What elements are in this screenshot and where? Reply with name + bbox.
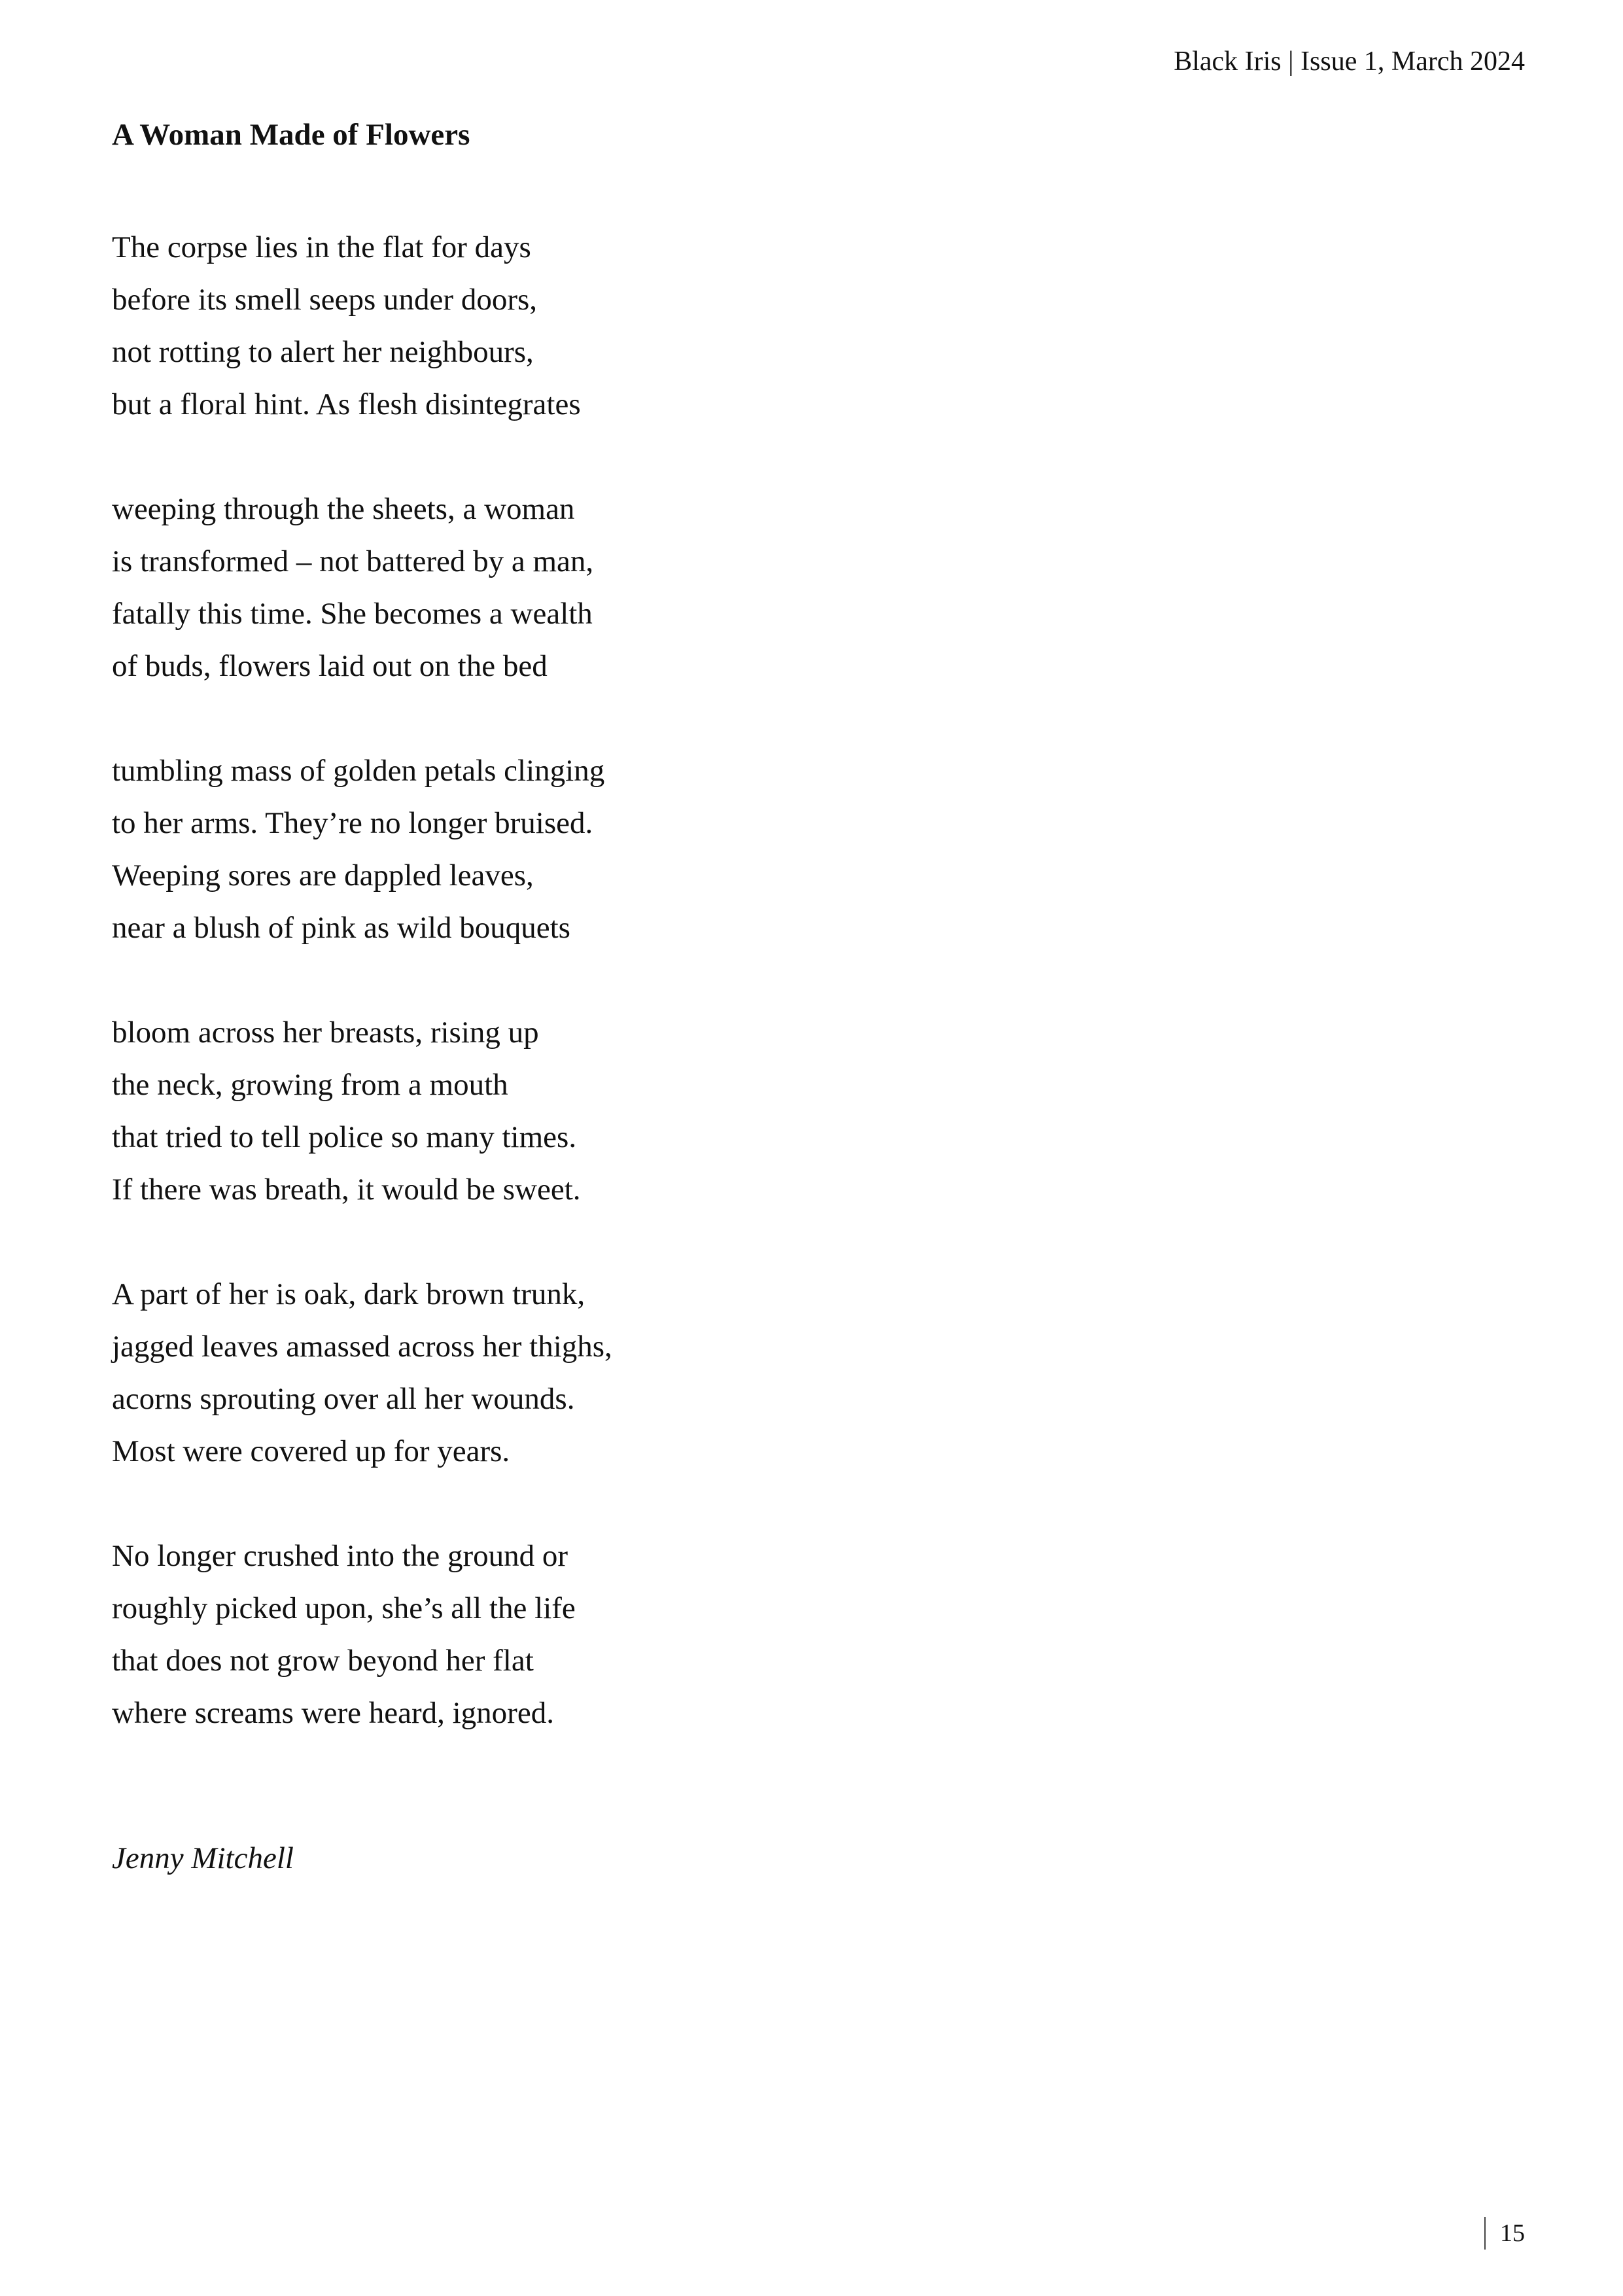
stanza-6	[112, 1530, 1028, 1739]
page-footer	[1484, 2217, 1525, 2250]
stanza-4	[112, 1006, 1028, 1216]
stanza-3	[112, 745, 1028, 954]
poem-line: Weeping sores are dappled leaves,	[112, 858, 534, 892]
poem-line: If there was breath, it would be sweet.	[112, 1173, 581, 1207]
poem-line: of buds, flowers laid out on the bed	[112, 649, 548, 683]
poem-title: A Woman Made of Flowers	[112, 118, 470, 152]
poem-line: Most were covered up for years.	[112, 1434, 510, 1468]
poem-line: No longer crushed into the ground or	[112, 1539, 568, 1573]
footer-divider	[1484, 2217, 1486, 2250]
poem-line: roughly picked upon, she’s all the life	[112, 1591, 576, 1625]
poem-line: A part of her is oak, dark brown trunk,	[112, 1277, 585, 1311]
author-name: Jenny Mitchell	[112, 1841, 294, 1875]
poem-line: where screams were heard, ignored.	[112, 1696, 554, 1730]
poem-line: tumbling mass of golden petals clinging	[112, 754, 605, 788]
poem-line: the neck, growing from a mouth	[112, 1068, 508, 1102]
poem-line: not rotting to alert her neighbours,	[112, 335, 534, 369]
poem-line: before its smell seeps under doors,	[112, 283, 538, 317]
stanza-2	[112, 483, 1028, 692]
poem-line: bloom across her breasts, rising up	[112, 1016, 539, 1050]
running-header: Black Iris | Issue 1, March 2024	[1174, 46, 1525, 77]
poem-line: jagged leaves amassed across her thighs,	[112, 1330, 612, 1364]
poem-line: fatally this time. She becomes a wealth	[112, 597, 593, 631]
poem-line: that does not grow beyond her flat	[112, 1644, 534, 1678]
poem-line: that tried to tell police so many times.	[112, 1120, 577, 1154]
poem-line: The corpse lies in the flat for days	[112, 230, 531, 264]
poem	[112, 116, 1028, 1792]
poem-line: acorns sprouting over all her wounds.	[112, 1382, 575, 1416]
page-number: 15	[1500, 2219, 1525, 2247]
poem-line: but a floral hint. As flesh disintegrates	[112, 387, 581, 421]
stanza-1	[112, 221, 1028, 431]
poem-line: weeping through the sheets, a woman	[112, 492, 575, 526]
poem-line: is transformed – not battered by a man,	[112, 544, 594, 578]
stanza-5	[112, 1268, 1028, 1477]
poem-line: near a blush of pink as wild bouquets	[112, 911, 570, 945]
poem-line: to her arms. They’re no longer bruised.	[112, 806, 593, 840]
